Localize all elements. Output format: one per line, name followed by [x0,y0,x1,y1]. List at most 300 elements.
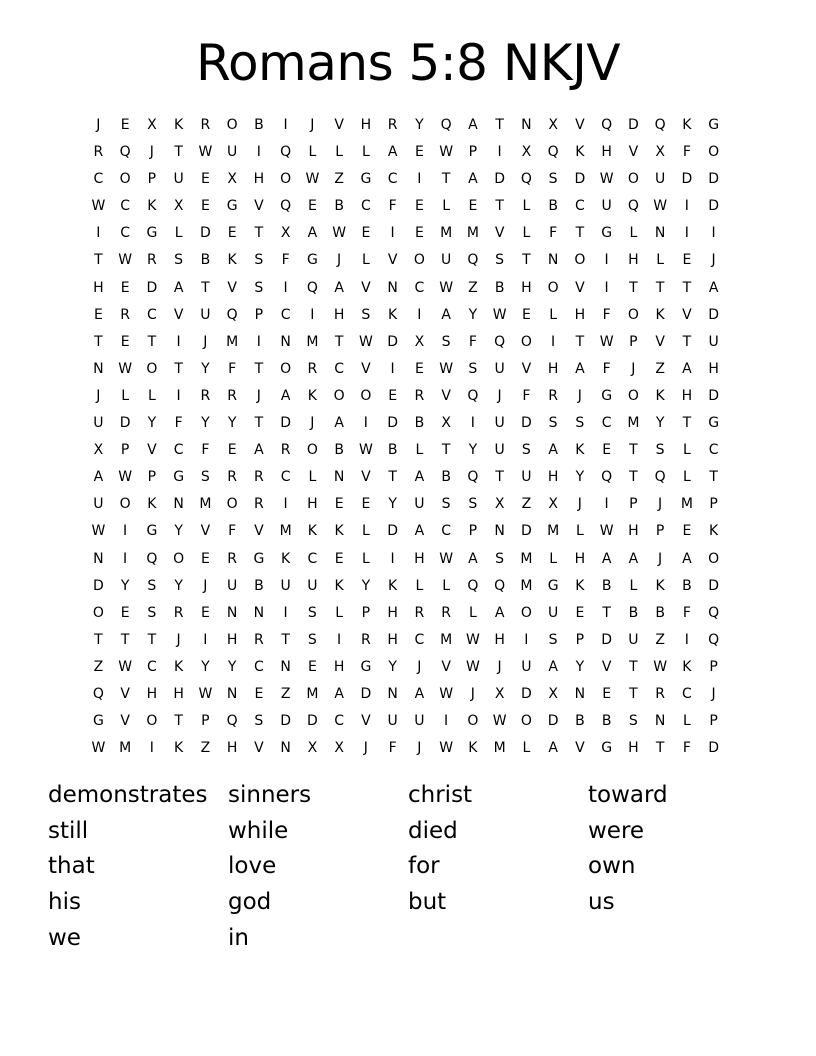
grid-letter[interactable]: M [279,523,292,540]
grid-letter[interactable]: H [387,631,398,648]
grid-letter[interactable]: W [492,306,507,323]
grid-letter[interactable]: U [521,469,532,486]
grid-letter[interactable]: B [575,713,585,730]
grid-letter[interactable]: Y [201,658,210,675]
grid-letter[interactable]: W [492,713,507,730]
grid-letter[interactable]: V [254,198,264,215]
grid-letter[interactable]: M [520,577,533,594]
grid-letter[interactable]: P [468,144,478,161]
grid-letter[interactable]: S [655,442,665,459]
grid-letter[interactable]: R [254,496,264,513]
grid-letter[interactable]: F [522,387,531,404]
grid-letter[interactable]: Y [468,306,478,323]
grid-letter[interactable]: F [228,523,237,540]
grid-letter[interactable]: D [360,685,372,702]
grid-letter[interactable]: X [280,225,291,242]
grid-letter[interactable]: I [123,523,128,540]
grid-letter[interactable]: R [655,685,665,702]
grid-letter[interactable]: J [310,415,315,432]
grid-letter[interactable]: V [361,279,371,296]
grid-letter[interactable]: T [629,279,638,296]
grid-letter[interactable]: A [414,523,425,540]
grid-letter[interactable]: L [174,225,183,242]
grid-letter[interactable]: K [174,740,184,757]
grid-letter[interactable]: W [599,171,614,188]
grid-letter[interactable]: E [307,198,317,215]
grid-letter[interactable]: R [441,604,451,621]
grid-letter[interactable]: N [654,713,666,730]
grid-letter[interactable]: T [441,171,451,188]
grid-letter[interactable]: H [521,279,532,296]
grid-letter[interactable]: W [599,333,614,350]
grid-letter[interactable]: S [548,415,558,432]
grid-letter[interactable]: C [253,658,264,675]
grid-letter[interactable]: T [174,713,183,730]
grid-letter[interactable]: C [441,523,452,540]
grid-letter[interactable]: G [92,713,104,730]
grid-letter[interactable]: R [173,604,184,621]
grid-letter[interactable]: Y [468,442,478,459]
grid-letter[interactable]: U [227,577,238,594]
grid-letter[interactable]: B [200,252,211,269]
grid-letter[interactable]: J [711,252,716,269]
grid-letter[interactable]: S [147,577,157,594]
grid-letter[interactable]: D [547,713,559,730]
grid-letter[interactable]: H [414,550,425,567]
grid-letter[interactable]: I [176,333,181,350]
grid-letter[interactable]: F [174,415,183,432]
grid-letter[interactable]: H [307,496,318,513]
grid-letter[interactable]: N [387,685,398,702]
grid-letter[interactable]: Y [388,658,397,675]
grid-letter[interactable]: L [575,523,584,540]
grid-letter[interactable]: A [468,117,478,133]
grid-letter[interactable]: D [708,306,720,323]
grid-letter[interactable]: A [334,279,344,296]
grid-letter[interactable]: E [361,225,371,242]
grid-letter[interactable]: V [361,713,371,730]
grid-letter[interactable]: W [91,740,106,757]
grid-letter[interactable]: I [337,631,342,648]
grid-letter[interactable]: N [494,523,505,540]
grid-letter[interactable]: H [681,387,693,404]
grid-letter[interactable]: I [283,279,288,296]
grid-letter[interactable]: S [495,252,505,269]
grid-letter[interactable]: V [147,442,157,459]
grid-letter[interactable]: D [708,198,720,215]
grid-letter[interactable]: B [334,198,344,215]
grid-letter[interactable]: X [307,740,318,757]
grid-letter[interactable]: V [200,523,211,540]
grid-letter[interactable]: H [93,279,104,296]
grid-letter[interactable]: G [360,658,372,675]
grid-letter[interactable]: O [413,252,425,269]
grid-letter[interactable]: O [708,550,720,567]
grid-letter[interactable]: L [442,198,451,215]
grid-letter[interactable]: P [709,713,718,730]
grid-letter[interactable]: Q [654,117,666,133]
grid-letter[interactable]: P [629,333,638,350]
grid-letter[interactable]: S [361,306,371,323]
grid-letter[interactable]: B [682,577,692,594]
grid-letter[interactable]: T [495,117,504,133]
grid-letter[interactable]: W [653,198,668,215]
grid-letter[interactable]: Z [280,685,291,702]
grid-letter[interactable]: O [708,144,720,161]
grid-letter[interactable]: H [494,631,505,648]
grid-letter[interactable]: G [360,171,372,188]
grid-letter[interactable]: U [494,360,505,377]
grid-letter[interactable]: T [655,740,665,757]
grid-letter[interactable]: A [280,387,291,404]
grid-letter[interactable]: A [414,469,425,486]
grid-letter[interactable]: I [604,252,609,269]
grid-letter[interactable]: M [306,685,319,702]
grid-letter[interactable]: J [363,740,368,757]
grid-letter[interactable]: I [283,604,288,621]
grid-letter[interactable]: N [226,685,238,702]
grid-letter[interactable]: U [414,496,425,513]
grid-letter[interactable]: C [414,631,425,648]
grid-letter[interactable]: A [441,306,451,323]
grid-letter[interactable]: K [655,387,665,404]
grid-letter[interactable]: W [439,740,454,757]
grid-letter[interactable]: O [520,333,532,350]
grid-letter[interactable]: X [227,171,237,188]
grid-letter[interactable]: D [146,279,158,296]
grid-letter[interactable]: T [174,360,183,377]
grid-letter[interactable]: E [227,225,237,242]
grid-letter[interactable]: R [548,387,558,404]
grid-letter[interactable]: I [176,387,181,404]
grid-letter[interactable]: M [199,496,212,513]
grid-letter[interactable]: A [414,685,425,702]
grid-letter[interactable]: L [522,740,531,757]
grid-letter[interactable]: I [256,333,261,350]
grid-letter[interactable]: F [602,306,611,323]
grid-letter[interactable]: A [334,685,344,702]
grid-letter[interactable]: Q [520,171,532,188]
grid-letter[interactable]: B [414,415,425,432]
grid-letter[interactable]: E [602,685,612,702]
grid-letter[interactable]: V [254,523,264,540]
grid-letter[interactable]: J [631,360,636,377]
grid-letter[interactable]: R [414,604,425,621]
grid-letter[interactable]: T [629,658,638,675]
grid-letter[interactable]: Q [226,713,238,730]
grid-letter[interactable]: L [682,469,691,486]
grid-letter[interactable]: Q [494,577,506,594]
grid-letter[interactable]: Q [467,577,479,594]
grid-letter[interactable]: E [334,550,344,567]
grid-letter[interactable]: S [468,360,478,377]
grid-letter[interactable]: I [283,117,288,133]
grid-letter[interactable]: K [575,442,585,459]
grid-letter[interactable]: W [653,658,668,675]
grid-letter[interactable]: T [682,415,692,432]
grid-letter[interactable]: S [307,604,317,621]
grid-letter[interactable]: R [361,631,371,648]
grid-letter[interactable]: J [658,550,663,567]
grid-letter[interactable]: H [708,360,719,377]
grid-letter[interactable]: Q [306,279,318,296]
grid-letter[interactable]: J [470,685,475,702]
grid-letter[interactable]: D [708,171,720,188]
grid-letter[interactable]: Y [361,577,371,594]
grid-letter[interactable]: C [334,360,345,377]
grid-letter[interactable]: T [495,198,504,215]
grid-letter[interactable]: H [226,631,238,648]
grid-letter[interactable]: S [521,442,531,459]
grid-letter[interactable]: K [147,198,157,215]
grid-letter[interactable]: T [495,469,504,486]
grid-letter[interactable]: Q [280,198,292,215]
grid-letter[interactable]: J [203,577,208,594]
grid-letter[interactable]: A [548,740,558,757]
grid-letter[interactable]: S [441,496,451,513]
grid-letter[interactable]: G [226,198,238,215]
grid-letter[interactable]: G [601,387,613,404]
grid-letter[interactable]: A [93,469,104,486]
grid-letter[interactable]: W [358,333,373,350]
grid-letter[interactable]: N [93,550,104,567]
grid-letter[interactable]: S [441,333,451,350]
grid-letter[interactable]: M [466,225,479,242]
grid-letter[interactable]: T [388,469,397,486]
grid-letter[interactable]: W [439,360,454,377]
grid-letter[interactable]: U [93,496,104,513]
grid-letter[interactable]: L [682,442,691,459]
grid-letter[interactable]: L [522,225,531,242]
grid-letter[interactable]: V [361,469,371,486]
grid-letter[interactable]: W [465,658,480,675]
grid-letter[interactable]: Q [92,685,104,702]
grid-letter[interactable]: K [174,117,184,133]
grid-letter[interactable]: X [521,144,532,161]
grid-letter[interactable]: H [387,604,398,621]
grid-letter[interactable]: T [254,415,264,432]
grid-letter[interactable]: W [332,225,347,242]
grid-letter[interactable]: Q [467,252,479,269]
grid-letter[interactable]: D [119,415,131,432]
grid-letter[interactable]: V [120,685,130,702]
grid-letter[interactable]: J [711,685,716,702]
grid-letter[interactable]: P [575,631,585,648]
grid-letter[interactable]: Q [708,604,720,621]
grid-letter[interactable]: U [708,333,719,350]
grid-letter[interactable]: L [415,442,424,459]
grid-letter[interactable]: E [414,360,424,377]
grid-letter[interactable]: I [390,360,395,377]
grid-letter[interactable]: O [226,496,238,513]
grid-letter[interactable]: L [335,144,344,161]
grid-letter[interactable]: V [682,306,692,323]
grid-letter[interactable]: M [440,225,453,242]
grid-letter[interactable]: A [682,360,692,377]
grid-letter[interactable]: V [494,225,505,242]
grid-letter[interactable]: R [254,469,264,486]
grid-letter[interactable]: S [495,550,505,567]
grid-letter[interactable]: L [361,523,370,540]
grid-letter[interactable]: O [119,496,131,513]
grid-letter[interactable]: D [494,171,506,188]
grid-letter[interactable]: M [226,333,239,350]
grid-letter[interactable]: B [628,604,639,621]
grid-letter[interactable]: Z [200,740,211,757]
grid-letter[interactable]: R [414,387,425,404]
grid-letter[interactable]: I [123,550,128,567]
grid-letter[interactable]: N [280,333,291,350]
grid-letter[interactable]: N [253,604,265,621]
grid-letter[interactable]: I [684,198,689,215]
grid-letter[interactable]: D [306,713,318,730]
grid-letter[interactable]: Q [708,631,720,648]
grid-letter[interactable]: T [629,685,638,702]
grid-letter[interactable]: X [173,198,184,215]
grid-letter[interactable]: I [390,550,395,567]
grid-letter[interactable]: U [307,577,318,594]
grid-letter[interactable]: W [118,252,133,269]
grid-letter[interactable]: E [200,198,210,215]
grid-letter[interactable]: I [256,144,261,161]
grid-letter[interactable]: O [226,117,238,133]
grid-letter[interactable]: Y [174,523,183,540]
grid-letter[interactable]: A [682,550,692,567]
grid-letter[interactable]: N [574,685,586,702]
grid-letter[interactable]: W [599,523,614,540]
grid-letter[interactable]: J [497,658,502,675]
grid-letter[interactable]: X [147,117,157,133]
grid-letter[interactable]: L [415,577,424,594]
grid-letter[interactable]: M [493,740,506,757]
grid-letter[interactable]: D [387,523,399,540]
grid-letter[interactable]: T [281,631,290,648]
grid-letter[interactable]: G [173,469,185,486]
grid-letter[interactable]: U [494,442,505,459]
grid-letter[interactable]: W [198,685,213,702]
grid-letter[interactable]: D [601,631,613,648]
grid-letter[interactable]: T [575,225,585,242]
grid-letter[interactable]: G [708,415,720,432]
grid-letter[interactable]: O [92,604,104,621]
grid-letter[interactable]: E [388,387,398,404]
grid-letter[interactable]: X [548,117,558,133]
grid-letter[interactable]: G [253,550,265,567]
grid-letter[interactable]: X [93,442,104,459]
grid-letter[interactable]: D [627,117,639,133]
grid-letter[interactable]: F [682,144,691,161]
grid-letter[interactable]: F [281,252,290,269]
grid-letter[interactable]: D [574,171,586,188]
grid-letter[interactable]: O [306,442,318,459]
grid-letter[interactable]: F [201,442,210,459]
grid-letter[interactable]: S [575,415,585,432]
grid-letter[interactable]: T [682,333,692,350]
grid-letter[interactable]: I [96,225,101,242]
grid-letter[interactable]: J [417,658,422,675]
grid-letter[interactable]: Z [655,631,665,648]
grid-letter[interactable]: O [627,171,639,188]
grid-letter[interactable]: D [199,225,211,242]
grid-letter[interactable]: E [361,496,371,513]
grid-letter[interactable]: E [468,198,478,215]
grid-letter[interactable]: E [334,496,344,513]
grid-letter[interactable]: V [173,306,184,323]
grid-letter[interactable]: C [601,415,612,432]
grid-letter[interactable]: V [227,279,237,296]
grid-letter[interactable]: K [174,658,184,675]
grid-letter[interactable]: T [441,442,451,459]
grid-letter[interactable]: Q [547,144,559,161]
grid-letter[interactable]: I [417,171,422,188]
grid-letter[interactable]: O [173,550,185,567]
grid-letter[interactable]: Z [93,658,104,675]
grid-letter[interactable]: J [149,144,154,161]
grid-letter[interactable]: S [254,279,264,296]
grid-letter[interactable]: J [256,387,261,404]
grid-letter[interactable]: Y [201,360,210,377]
grid-letter[interactable]: B [441,469,451,486]
grid-letter[interactable]: H [601,144,612,161]
grid-letter[interactable]: H [146,685,158,702]
grid-letter[interactable]: X [334,740,344,757]
grid-letter[interactable]: D [387,333,399,350]
grid-letter[interactable]: Y [201,415,210,432]
grid-letter[interactable]: Q [654,469,666,486]
grid-letter[interactable]: G [708,117,720,133]
grid-letter[interactable]: T [655,279,665,296]
grid-letter[interactable]: A [548,658,558,675]
grid-letter[interactable]: U [414,713,425,730]
grid-letter[interactable]: S [200,469,210,486]
grid-letter[interactable]: C [120,225,131,242]
grid-letter[interactable]: O [146,360,158,377]
grid-letter[interactable]: P [254,306,264,323]
grid-letter[interactable]: O [547,279,559,296]
grid-letter[interactable]: E [682,523,692,540]
grid-letter[interactable]: T [602,604,611,621]
grid-letter[interactable]: B [548,198,558,215]
grid-letter[interactable]: K [682,117,692,133]
grid-letter[interactable]: C [280,469,291,486]
grid-letter[interactable]: J [96,117,101,133]
grid-letter[interactable]: A [708,279,719,296]
grid-letter[interactable]: E [120,279,130,296]
grid-letter[interactable]: P [655,523,665,540]
grid-letter[interactable]: E [200,550,210,567]
grid-letter[interactable]: L [629,225,638,242]
grid-letter[interactable]: L [549,550,558,567]
grid-letter[interactable]: R [254,631,264,648]
grid-letter[interactable]: N [333,469,345,486]
grid-letter[interactable]: I [684,631,689,648]
grid-letter[interactable]: T [94,333,103,350]
grid-letter[interactable]: T [629,442,638,459]
grid-letter[interactable]: A [468,550,478,567]
grid-letter[interactable]: B [387,442,398,459]
grid-letter[interactable]: J [96,387,101,404]
grid-letter[interactable]: D [520,415,532,432]
grid-letter[interactable]: U [93,415,104,432]
grid-letter[interactable]: I [551,333,556,350]
grid-letter[interactable]: D [280,415,292,432]
grid-letter[interactable]: K [307,387,317,404]
grid-letter[interactable]: X [441,415,451,432]
grid-letter[interactable]: W [118,658,133,675]
grid-letter[interactable]: E [120,117,130,133]
grid-letter[interactable]: R [280,442,291,459]
grid-letter[interactable]: Z [334,171,344,188]
